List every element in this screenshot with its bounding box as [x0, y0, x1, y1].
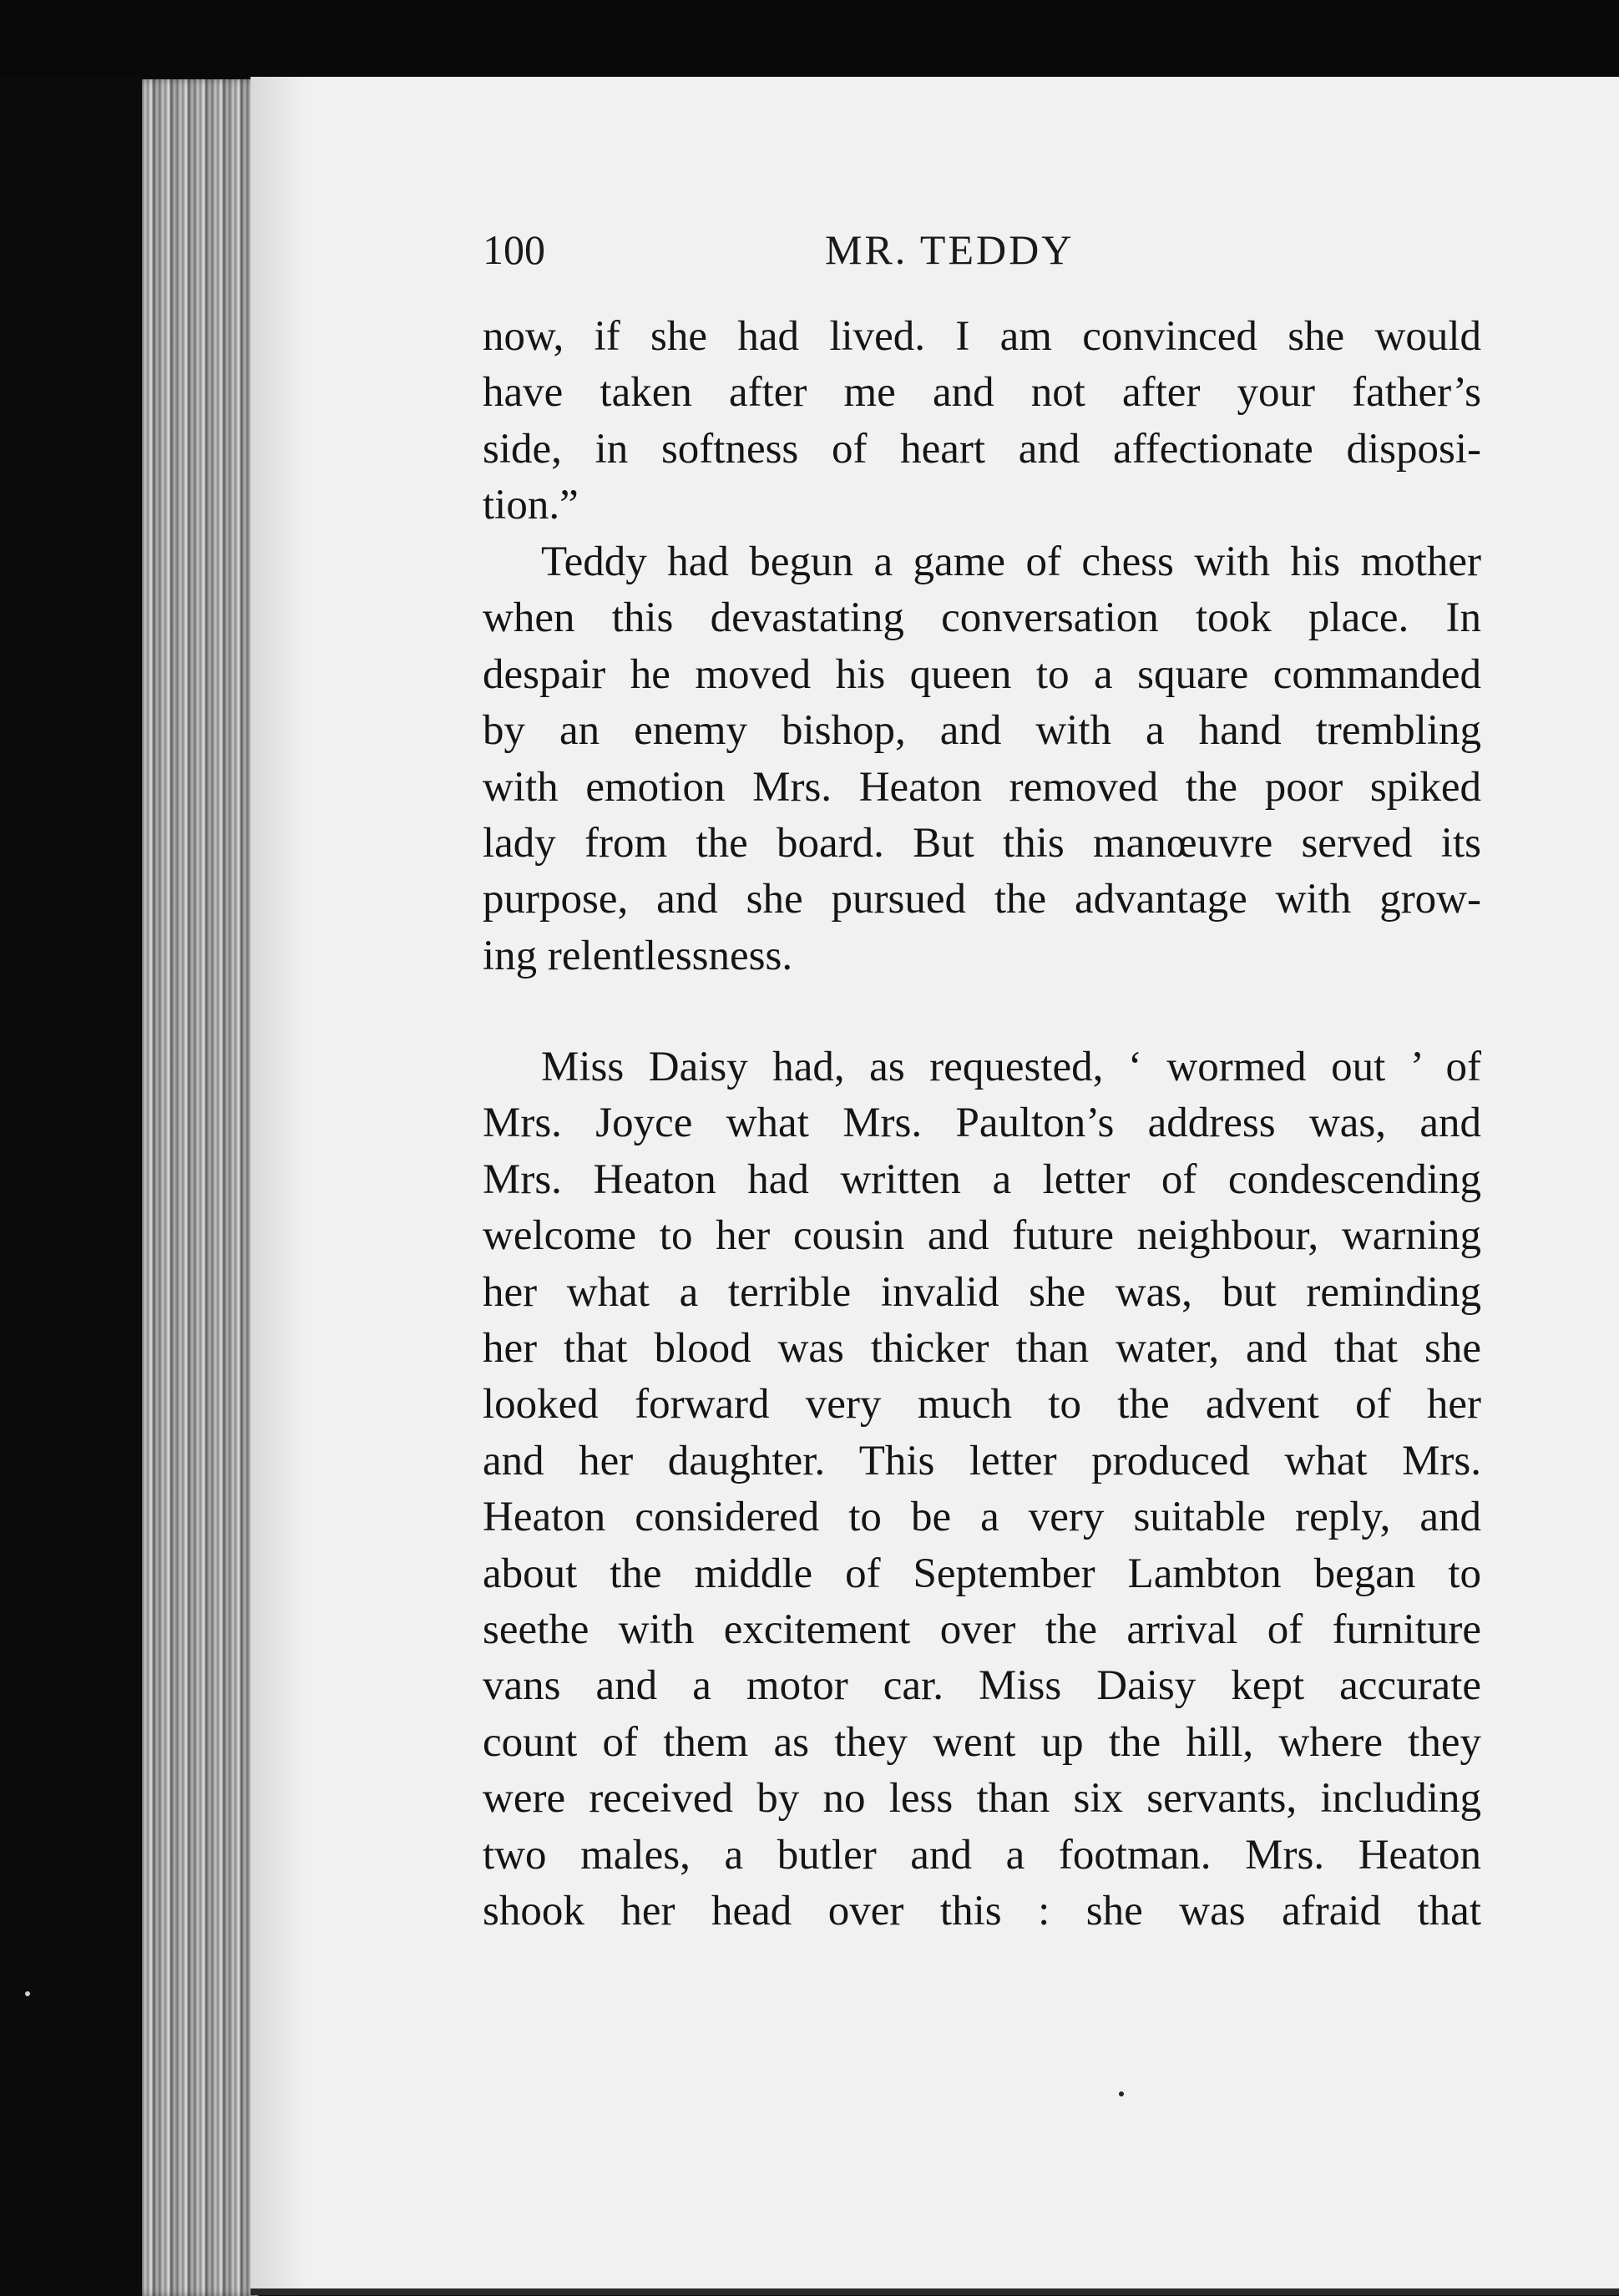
text-line: Miss Daisy had, as requested, ‘ wormed out ’ of: [541, 1044, 1481, 1090]
text-line: her that blood was thicker than water, and that she: [483, 1325, 1481, 1373]
text-line: and her daughter. This letter produced what Mrs.: [483, 1437, 1481, 1484]
text-line: ing relentlessness.: [483, 932, 793, 979]
text-line: by an enemy bishop, and with a hand trembling: [483, 707, 1481, 755]
text-line: purpose, and she pursued the advantage with grow-: [483, 876, 1481, 923]
book-title: MR. TEDDY: [825, 226, 1075, 273]
text-line: her what a terrible invalid she was, but reminding: [483, 1268, 1481, 1316]
text-line: with emotion Mrs. Heaton removed the poor spiked: [483, 763, 1481, 811]
paragraph-3: [483, 1039, 1481, 1940]
text-line: Mrs. Heaton had written a letter of condescending: [483, 1156, 1481, 1203]
ink-speck: [25, 1991, 30, 1996]
page-number: 100: [483, 226, 545, 273]
scan-top-border: [0, 0, 1619, 77]
text-line: now, if she had lived. I am convinced she would: [483, 313, 1481, 360]
text-line: lady from the board. But this manœuvre served its: [483, 820, 1481, 867]
text-line: when this devastating conversation took place. In: [483, 594, 1481, 642]
text-line: Heaton considered to be a very suitable reply, and: [483, 1494, 1481, 1541]
text-line: seethe with excitement over the arrival of furniture: [483, 1606, 1481, 1654]
text-line: tion.”: [483, 482, 579, 529]
text-line: Mrs. Joyce what Mrs. Paulton’s address was, and: [483, 1100, 1481, 1147]
text-line: about the middle of September Lambton began to: [483, 1550, 1481, 1597]
text-line: despair he moved his queen to a square commanded: [483, 650, 1481, 698]
text-line: looked forward very much to the advent of her: [483, 1381, 1481, 1429]
text-line: vans and a motor car. Miss Daisy kept accurate: [483, 1662, 1481, 1710]
paragraph-1: [483, 309, 1481, 534]
text-line: side, in softness of heart and affectionate disposi-: [483, 425, 1481, 473]
text-line: two males, a butler and a footman. Mrs. Heaton: [483, 1831, 1481, 1879]
text-line: Teddy had begun a game of chess with his mother: [541, 539, 1481, 585]
running-head: [483, 225, 1485, 276]
book-page-edges: [142, 79, 259, 2296]
text-line: welcome to her cousin and future neighbour, warning: [483, 1212, 1481, 1260]
text-line: shook her head over this : she was afraid that: [483, 1888, 1481, 1935]
scan-bottom-border: [250, 2288, 1619, 2295]
text-line: were received by no less than six servants, including: [483, 1775, 1481, 1823]
paragraph-2: [483, 534, 1481, 984]
text-line: count of them as they went up the hill, where they: [483, 1718, 1481, 1766]
ink-speck: [1119, 2091, 1124, 2096]
text-line: have taken after me and not after your father’s: [483, 369, 1481, 417]
